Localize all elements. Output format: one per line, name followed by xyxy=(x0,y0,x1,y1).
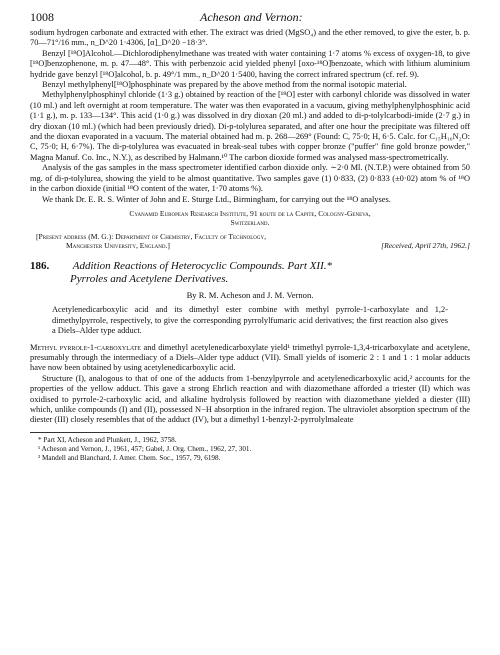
introduction-text: and dimethyl acetylenedicarboxylate yield¹ trimethyl pyrrole-1,3,4-tricarboxylate and acetylene, presumably through the intermediacy of a Diels–Alder type adduct (VII). Small yields of isomeric 2 : 1 and 1 : 1 molar adducts have now been obtained by using acetylenedicarboxylic acid. xyxy=(30,342,470,373)
page-header xyxy=(30,10,470,24)
paragraph-acknowledgement: We thank Dr. E. R. S. Winter of John and E. Sturge Ltd., Birmingham, for carrying out the ¹⁸O analyses. xyxy=(42,194,391,204)
present-address-line-1: [Present address (M. G.): Department of Chemistry, Faculty of Technology, xyxy=(36,231,267,241)
page-body xyxy=(30,28,470,463)
paragraph-structure: Structure (I), analogous to that of one of the adducts from 1-benzylpyrrole and acetylenedicarboxylic acid,² accounts for the properties of the yellow adduct. This gave a strong Ehrlich reaction and with diazomethane afforded a triester (II) which was oxidised to pyrrole-2-carboxylic acid, and alkaline hydrolysis followed by reaction with diazomethane yielded a diester (III) which, unlike compounds (I) and (II), possessed N−H absorption in the infrared region. The ultraviolet absorption spectrum of the diester (III) closely resembles that of the adduct (IV), but a dimethyl 1-benzyl-2-pyrrolylmaleate xyxy=(30,373,470,425)
article-title-line-2: Pyrroles and Acetylene Derivatives. xyxy=(70,272,229,285)
article-title-line-1: Addition Reactions of Heterocyclic Compounds. Part XII.* xyxy=(72,259,333,272)
page-number: 1008 xyxy=(30,10,54,24)
paragraph-gas-analysis: Analysis of the gas samples in the mass spectrometer identified carbon dioxide only. ∼2·0 Ml. (N.T.P.) were obtained from 50 mg. of di-p-tolylurea, showing the yield to be almost quantitative. Two samples gave (1) 0·833, (2) 0·833 (±0·02) atom % of ¹⁸O in the carbon dioxide (initial ¹⁸O content of the water, 1·70 atoms %). xyxy=(30,163,470,194)
article-authors: By R. M. Acheson and J. M. Vernon. xyxy=(186,289,314,300)
article-heading xyxy=(30,260,470,286)
paragraph-phosphinyl-chloride: Methylphenylphosphinyl chloride (1·3 g.) obtained by reaction of the [¹⁸O] ester with carbonyl chloride was dissolved in water (10 ml.) and left overnight at room temperature. The water was then evaporated in a vacuum, giving methylphenylphosphinic acid (1·1 g.), m. p. 133—134°. This acid (1·0 g.) was dissolved in dry dioxan (20 ml.) and added to di-p-tolylcarbodi-imide (2·7 g.) in dry dioxan (10 ml.) (which had been previously dried). Di-p-tolylurea separated, and after one hour the precipitate was filtered off and the dioxan evaporated in a vacuum. The material obtained had m. p. 268—269° (Found: C, 75·0; H, 6·5. Calc. for C₁₅H₁₆N₂O: C, 75·0; H, 6·7%). The di-p-tolylurea was evacuated in break-seal tubes with copper bronze ("puffer" fine gold bronze powder," Magna Manuf. Co. Inc., N.Y.), as described by Halmann.¹⁰ The carbon dioxide formed was analysed mass-spectrometrically. xyxy=(30,90,470,162)
article-abstract: Acetylenedicarboxylic acid and its dimethyl ester combine with methyl pyrrole-1-carboxylate and 1,2-dimethylpyrrole, respectively, to give the corresponding pyrrolylfumaric acid derivatives; the first reaction also gives a Diels–Alder type adduct. xyxy=(52,305,448,336)
footnote-2: ² Mandell and Blanchard, J. Amer. Chem. Soc., 1957, 79, 6198. xyxy=(38,453,221,462)
running-title: Acheson and Vernon: xyxy=(200,10,303,24)
present-address xyxy=(30,232,470,251)
paragraph-introduction xyxy=(30,343,470,374)
footnote-rule xyxy=(30,432,160,433)
present-address-row xyxy=(30,241,470,251)
affiliation-line-2: Switzerland. xyxy=(230,218,270,228)
article-number: 186. xyxy=(30,259,50,272)
lead-in-text: Methyl pyrrole-1-carboxylate xyxy=(30,342,141,352)
footnotes xyxy=(30,436,470,463)
received-date: [Received, April 27th, 1962.] xyxy=(381,241,470,251)
affiliation-line-1: Cyanamid European Research Institute, 91 route de la Capite, Cologny-Geneva, xyxy=(129,208,371,218)
paragraph-benzyl-alcohol: Benzyl [¹⁸O]Alcohol.—Dichlorodiphenylmethane was treated with water containing 1·7 atoms % excess of oxygen-18, to give [¹⁸O]benzophenone, m. p. 47—48°. This with perbenzoic acid yielded phenyl [oxo-¹⁸O]benzoate, which with lithium aluminium hydride gave benzyl [¹⁸O]alcohol, b. p. 49°/1 mm., n_D^20 1·5400, having the correct infrared spectrum (cf. ref. 9). xyxy=(30,48,470,79)
footnote-1: ¹ Acheson and Vernon, J., 1961, 457; Gabel, J. Org. Chem., 1962, 27, 301. xyxy=(38,444,252,453)
paragraph-benzyl-phosphinate: Benzyl methylphenyl[¹⁸O]phosphinate was prepared by the above method from the normal isotopic material. xyxy=(42,80,407,90)
footnote-star: * Part XI, Acheson and Plunkett, J., 1962, 3758. xyxy=(38,435,177,444)
paragraph-ester-workup: sodium hydrogen carbonate and extracted with ether. The extract was dried (MgSO₄) and the ether removed, to give the ester, b. p. 70—71°/16 mm., n_D^20 1·4306, [α]_D^20 −18·3°. xyxy=(30,28,470,48)
present-address-line-2: Manchester University, England.] xyxy=(66,241,170,251)
